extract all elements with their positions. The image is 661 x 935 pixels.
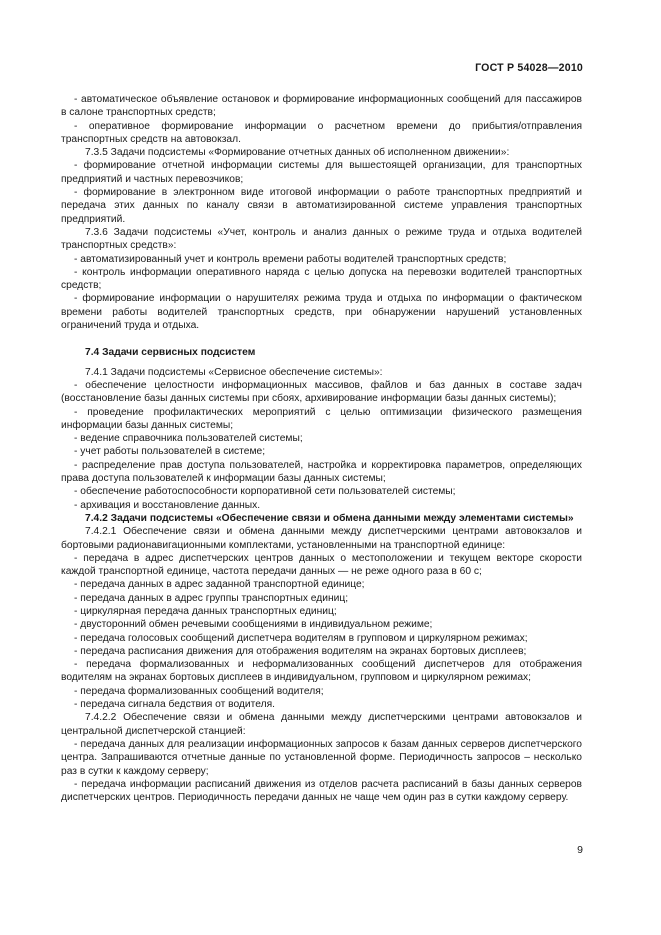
list-item: - архивация и восстановление данных.	[74, 499, 261, 511]
list-item: - передача голосовых сообщений диспетчера водителям в групповом и циркулярном режимах;	[74, 632, 528, 644]
clause-heading: 7.4.1 Задачи подсистемы «Сервисное обеспечение системы»:	[85, 366, 383, 378]
list-item: - формирование в электронном виде итоговой информации о работе транспортных предприятий и передача этих данных по каналу связи в автоматизированной системе управления транспортных предприятий.	[61, 187, 582, 225]
list-item: - оперативное формирование информации о расчетном времени до прибытия/отправления транспортных средств на автовокзал.	[61, 120, 582, 145]
list-item: - обеспечение работоспособности корпоративной сети пользователей системы;	[74, 486, 456, 498]
list-item: - проведение профилактических мероприятий с целью оптимизации физического размещения информации базы данных системы;	[61, 406, 582, 431]
list-item: - передача формализованных и неформализованных сообщений диспетчеров для отображения водителям на экранах бортовых дисплеев в индивидуальном, групповом и циркулярном режимах;	[61, 659, 582, 684]
list-item: - передача расписания движения для отображения водителям на экранах бортовых дисплеев;	[74, 645, 527, 657]
list-item: - передача данных в адрес группы транспортных единиц;	[74, 592, 349, 604]
document-body	[61, 93, 582, 804]
list-item: - передача сигнала бедствия от водителя.	[74, 699, 275, 711]
clause-heading: 7.4.2.1 Обеспечение связи и обмена данными между диспетчерскими центрами автовокзалов и бортовыми радионавигационными комплектами, установленными на транспортной единице:	[61, 526, 582, 551]
list-item: - передача данных в адрес заданной транспортной единице;	[74, 579, 365, 591]
list-item: - контроль информации оперативного наряда с целью допуска на перевозки водителей транспортных средств;	[61, 266, 582, 292]
clause-heading: 7.3.5 Задачи подсистемы «Формирование отчетных данных об исполненном движении»:	[85, 147, 510, 159]
section-heading: 7.4 Задачи сервисных подсистем	[85, 347, 256, 359]
document-code-header: ГОСТ Р 54028—2010	[475, 62, 583, 74]
list-item: - автоматизированный учет и контроль времени работы водителей транспортных средств;	[74, 253, 507, 265]
list-item: - ведение справочника пользователей системы;	[74, 433, 303, 445]
list-item: - учет работы пользователей в системе;	[74, 446, 266, 458]
list-item: - формирование отчетной информации системы для вышестоящей организации, для транспортных предприятий и частных перевозчиков;	[61, 160, 582, 185]
clause-heading: 7.3.6 Задачи подсистемы «Учет, контроль и анализ данных о режиме труда и отдыха водителей транспортных средств»:	[61, 226, 582, 252]
list-item: - распределение прав доступа пользователей, настройка и корректировка параметров, определяющих права доступа пользователей к информации базы данных системы;	[61, 459, 582, 485]
list-item: - циркулярная передача данных транспортных единиц;	[74, 605, 337, 617]
list-item: - двусторонний обмен речевыми сообщениями в индивидуальном режиме;	[74, 619, 433, 631]
list-item: - передача формализованных сообщений водителя;	[74, 685, 324, 697]
list-item: - автоматическое объявление остановок и формирование информационных сообщений для пассажиров в салоне транспортных средств;	[61, 94, 582, 119]
page-number: 9	[577, 844, 583, 856]
list-item: - передача в адрес диспетчерских центров данных о местоположении и текущем векторе скорости каждой транспортной единице, частота передачи данных — не реже одного раза в 60 с;	[61, 552, 582, 578]
list-item: - передача информации расписаний движения из отделов расчета расписаний в базы данных серверов диспетчерских центров. Периодичность передачи данных не чаще чем один раз в сутки каждому серверу.	[61, 778, 582, 804]
list-item: - обеспечение целостности информационных массивов, файлов и баз данных в составе задач (восстановление базы данных системы при сбоях, архивирование информации базы данных системы);	[61, 379, 582, 405]
clause-heading: 7.4.2 Задачи подсистемы «Обеспечение связи и обмена данными между элементами системы»	[85, 512, 574, 524]
list-item: - передача данных для реализации информационных запросов к базам данных серверов диспетчерского центра. Запрашиваются отчетные данные по установленной форме. Периодичность запросов – несколько раз в сутки к каждому серверу;	[61, 738, 582, 777]
clause-heading: 7.4.2.2 Обеспечение связи и обмена данными между диспетчерскими центрами автовокзалов и центральной диспетчерской станцией:	[61, 712, 582, 737]
list-item: - формирование информации о нарушителях режима труда и отдыха по информации о фактическом времени работы водителей транспортных средств, при обнаружении нарушений установленных ограничений труда и отдыха.	[61, 293, 582, 332]
